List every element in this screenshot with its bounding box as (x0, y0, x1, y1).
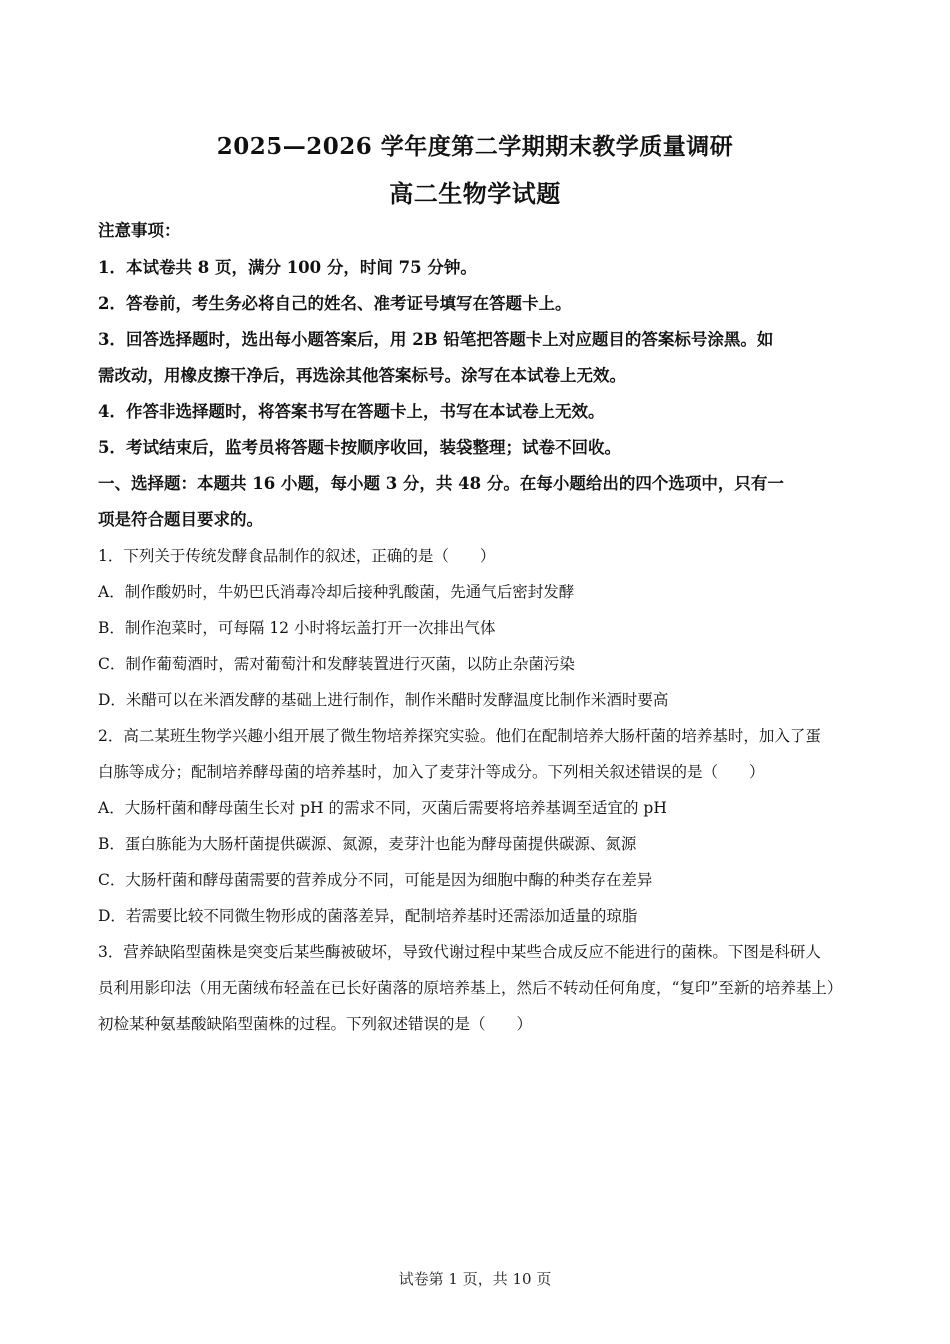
note-item-3: 3．回答选择题时，选出每小题答案后，用 2B 铅笔把答题卡上对应题目的答案标号涂黑。如 (98, 330, 774, 349)
page-footer: 试卷第 1 页，共 10 页 (398, 1270, 552, 1288)
question-1-option-a: A．制作酸奶时，牛奶巴氏消毒冷却后接种乳酸菌，先通气后密封发酵 (98, 583, 575, 601)
section-heading: 一、选择题：本题共 16 小题，每小题 3 分，共 48 分。在每小题给出的四个选项中，只有一 (98, 474, 784, 493)
question-3-stem-cont-2: 初检某种氨基酸缺陷型菌株的过程。下列叙述错误的是（ ） (98, 1015, 533, 1033)
question-2-option-c: C．大肠杆菌和酵母菌需要的营养成分不同，可能是因为细胞中酶的种类存在差异 (98, 871, 653, 889)
section-heading-cont: 项是符合题目要求的。 (98, 510, 263, 529)
note-item-4: 4．作答非选择题时，将答案书写在答题卡上，书写在本试卷上无效。 (98, 402, 605, 421)
question-3-stem-cont-1: 员利用影印法（用无菌绒布轻盖在已长好菌落的原培养基上，然后不转动任何角度，“复印”至新的培养基上） (98, 979, 843, 997)
note-item-5: 5．考试结束后，监考员将答题卡按顺序收回，装袋整理；试卷不回收。 (98, 438, 621, 457)
notes-heading: 注意事项： (98, 221, 181, 240)
question-1-stem: 1．下列关于传统发酵食品制作的叙述，正确的是（ ） (98, 547, 496, 565)
question-2-option-b: B．蛋白胨能为大肠杆菌提供碳源、氮源，麦芽汁也能为酵母菌提供碳源、氮源 (98, 835, 637, 853)
note-item-2: 2．答卷前，考生务必将自己的姓名、准考证号填写在答题卡上。 (98, 294, 572, 313)
exam-subtitle: 高二生物学试题 (389, 179, 561, 208)
question-2-option-d: D．若需要比较不同微生物形成的菌落差异，配制培养基时还需添加适量的琼脂 (98, 907, 638, 925)
question-1-option-c: C．制作葡萄酒时，需对葡萄汁和发酵装置进行灭菌，以防止杂菌污染 (98, 655, 575, 673)
question-2-option-a: A．大肠杆菌和酵母菌生长对 pH 的需求不同，灭菌后需要将培养基调至适宜的 pH (98, 799, 667, 817)
question-1-option-b: B．制作泡菜时，可每隔 12 小时将坛盖打开一次排出气体 (98, 619, 496, 637)
question-2-stem: 2．高二某班生物学兴趣小组开展了微生物培养探究实验。他们在配制培养大肠杆菌的培养基时，加入了蛋 (98, 727, 821, 745)
question-1-option-d: D．米醋可以在米酒发酵的基础上进行制作，制作米醋时发酵温度比制作米酒时要高 (98, 691, 669, 709)
note-item-3-cont: 需改动，用橡皮擦干净后，再选涂其他答案标号。涂写在本试卷上无效。 (98, 366, 626, 385)
note-item-1: 1．本试卷共 8 页，满分 100 分，时间 75 分钟。 (98, 258, 477, 277)
question-3-stem: 3．营养缺陷型菌株是突变后某些酶被破坏，导致代谢过程中某些合成反应不能进行的菌株。下图是科研人 (98, 943, 821, 961)
exam-title: 2025—2026 学年度第二学期期末教学质量调研 (216, 133, 734, 160)
question-2-stem-cont: 白胨等成分；配制培养酵母菌的培养基时，加入了麦芽汁等成分。下列相关叙述错误的是（ ） (98, 763, 765, 781)
